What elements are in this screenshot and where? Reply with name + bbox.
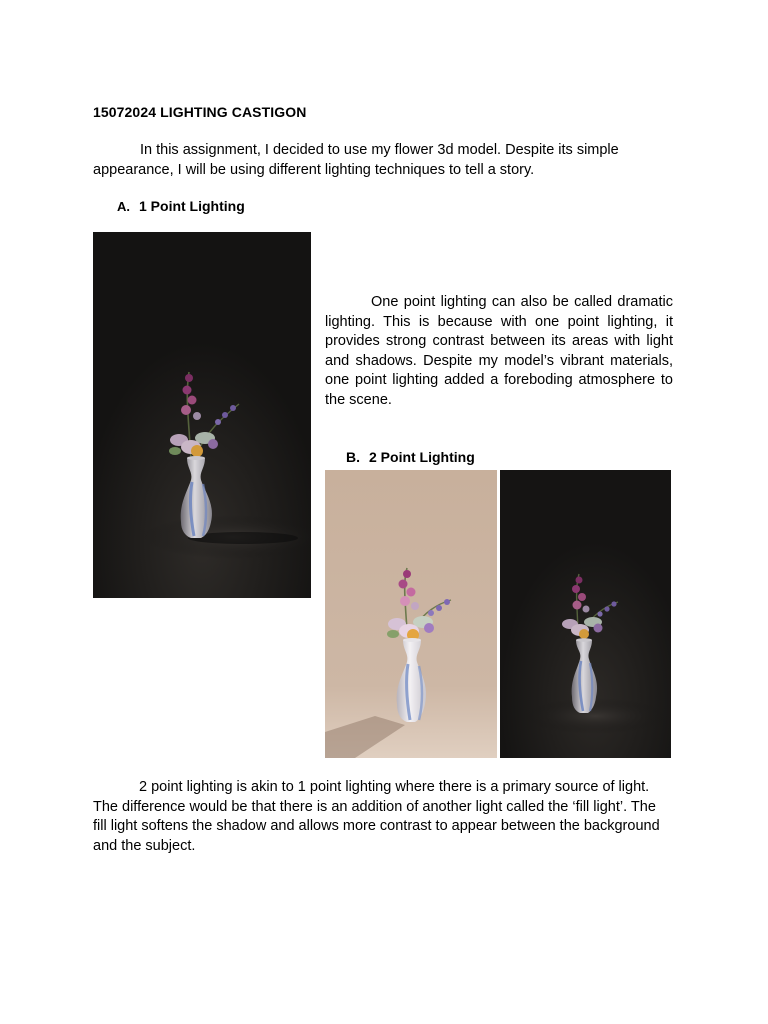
- two-point-lighting-paragraph: 2 point lighting is akin to 1 point lighting where there is a primary source of light. The difference would be that there is an addition of another light called the ‘fill light’. The fill light softens the shadow and allows more contrast to appear between the background and the subject.: [93, 779, 660, 854]
- section-b-title: 2 Point Lighting: [369, 449, 475, 465]
- section-a-title: 1 Point Lighting: [139, 198, 245, 214]
- two-point-lighting-beige-image: [325, 470, 497, 758]
- one-point-lighting-paragraph: One point lighting can also be called dramatic lighting. This is because with one point lighting, it provides strong contrast between its areas with light and shadows. Despite my model’s vibrant materials, one point lighting added a foreboding atmosphere to the scene.: [325, 294, 673, 408]
- section-b-marker: B.: [346, 449, 360, 465]
- section-a-heading: [117, 198, 245, 214]
- section-a-marker: A.: [117, 199, 130, 214]
- two-point-lighting-dark-image: [500, 470, 671, 758]
- document-title: 15072024 LIGHTING CASTIGON: [93, 104, 307, 120]
- intro-paragraph: In this assignment, I decided to use my flower 3d model. Despite its simple appearance, I will be using different lighting techniques to tell a story.: [93, 142, 619, 178]
- section-b-heading: [346, 449, 475, 465]
- one-point-lighting-image: [93, 232, 311, 598]
